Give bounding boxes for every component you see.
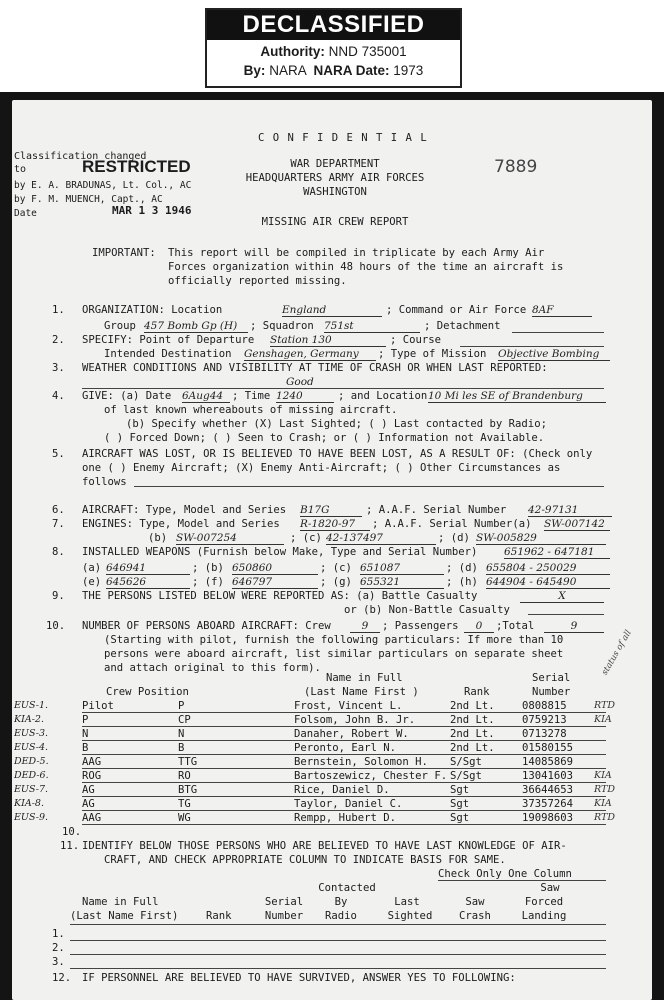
crew-note: EUS-7. (14, 784, 49, 795)
s1-detachment-line (512, 332, 604, 333)
crew-col-serial-1: Serial (532, 672, 571, 684)
stamp-title: DECLASSIFIED (207, 10, 460, 40)
s9-num: 9. (52, 590, 65, 602)
s8-d-label: ; (d) (446, 562, 478, 574)
crew-note: EUS-4. (14, 742, 49, 753)
s2-departure: Station 130 (270, 334, 386, 347)
s7-d-label: ; (d) (438, 532, 470, 544)
s8-label: INSTALLED WEAPONS (Furnish below Make, Type and Serial Number) (82, 546, 478, 558)
report-title: MISSING AIR CREW REPORT (261, 216, 409, 228)
s1-squadron: 751st (324, 320, 420, 333)
s7-b-label: (b) (148, 532, 168, 544)
s8-f-label: ; (f) (192, 576, 224, 588)
crew-rank: S/Sgt (450, 756, 482, 768)
s2-dest-label: Intended Destination (104, 348, 232, 360)
s2-course-label: ; Course (390, 334, 442, 346)
s3-line (82, 388, 604, 389)
crew-code: P (178, 700, 185, 712)
crew-code: TTG (178, 756, 198, 768)
table-row (82, 810, 606, 811)
s5-num: 5. (52, 448, 65, 460)
s6-num: 6. (52, 504, 65, 516)
crew-pos: ROG (82, 770, 102, 782)
classification-changed: Classification changed (14, 151, 147, 162)
hq-aaf: HEADQUARTERS ARMY AIR FORCES (245, 172, 425, 184)
s11-h-contacted-3: Radio (325, 910, 357, 922)
table-row (82, 824, 606, 825)
s9-nonbattle-line (528, 614, 604, 615)
crew-rank: 2nd Lt. (450, 742, 495, 754)
crew-rank: S/Sgt (450, 770, 482, 782)
s7-engine-c: 42-137497 (326, 532, 436, 545)
s1-cmd-label: ; Command or Air Force (386, 304, 527, 316)
s10-line-2: (Starting with pilot, furnish the following particulars: If more than 10 (104, 634, 564, 646)
crew-mark: RTD (594, 784, 615, 795)
crew-rank: Sgt (450, 812, 470, 824)
s11-check-label: Check Only One Column (438, 868, 572, 880)
s6-serial-label: ; A.A.F. Serial Number (366, 504, 507, 516)
crew-pos: AAG (82, 812, 102, 824)
s2-destination: Genshagen, Germany (244, 348, 376, 361)
s8-a-label: (a) (82, 562, 102, 574)
s11-h-name-1: Name in Full (82, 896, 159, 908)
s8-weapon-b: 650860 (232, 562, 318, 575)
s10-label: NUMBER OF PERSONS ABOARD AIRCRAFT: Crew (82, 620, 331, 632)
crew-col-name-2: (Last Name First ) (304, 686, 419, 698)
s7-engine-a: SW-007142 (544, 518, 610, 531)
s7-num: 7. (52, 518, 65, 530)
classification-date: MAR 1 3 1946 (112, 204, 192, 217)
s11-row-3-line (70, 968, 606, 969)
crew-name: Bernstein, Solomon H. (294, 756, 428, 768)
crew-pos: AAG (82, 756, 102, 768)
s11-h-last-1: Last (394, 896, 420, 908)
crew-pos: N (82, 728, 89, 740)
important-label: IMPORTANT: (92, 247, 156, 259)
important-line-3: officially reported missing. (168, 275, 347, 287)
s11-row-1: 1. (52, 928, 65, 940)
crew-serial: 01580155 (522, 742, 574, 754)
s8-h-label: ; (h) (446, 576, 478, 588)
s2-num: 2. (52, 334, 65, 346)
s6-serial: 42-97131 (528, 504, 612, 517)
s8-weapon-c: 651087 (360, 562, 444, 575)
washington: WASHINGTON (303, 186, 367, 198)
crew-code: RO (178, 770, 191, 782)
crew-serial: 14085869 (522, 756, 574, 768)
s4-line-4: ( ) Forced Down; ( ) Seen to Crash; or ( ) Information not Available. (104, 432, 545, 444)
s1-group: 457 Bomb Gp (H) (144, 320, 248, 333)
table-row (82, 726, 606, 727)
crew-mark: KIA (594, 770, 612, 781)
restricted-stamp: RESTRICTED (82, 157, 191, 176)
s10-line-4: and attach original to this form). (104, 662, 321, 674)
crew-code: N (178, 728, 185, 740)
crew-mark: KIA (594, 714, 612, 725)
crew-mark: KIA (594, 798, 612, 809)
s4-location-label: ; and Location (338, 390, 428, 402)
crew-serial: 0808815 (522, 700, 567, 712)
crew-name: Danaher, Robert W. (294, 728, 409, 740)
s11-header-line (70, 924, 606, 925)
crew-serial: 19098603 (522, 812, 574, 824)
s8-g-label: ; (g) (320, 576, 352, 588)
war-department: WAR DEPARTMENT (290, 158, 380, 170)
crew-note: DED-5. (14, 756, 49, 767)
important-line-2: Forces organization within 48 hours of the time an aircraft is (168, 261, 564, 273)
s7-model: R-1820-97 (300, 518, 370, 531)
s1-num: 1. (52, 304, 65, 316)
table-row (82, 796, 606, 797)
s8-first: 651962 - 647181 (504, 546, 610, 559)
s4-date: 6Aug44 (182, 390, 230, 403)
crew-code: TG (178, 798, 191, 810)
s8-weapon-g: 655321 (360, 576, 444, 589)
crew-note: KIA-8. (14, 798, 44, 809)
s4-line-2: of last known whereabouts of missing aircraft. (104, 404, 398, 416)
s1-group-label: Group (104, 320, 136, 332)
s5-line (134, 486, 604, 487)
crew-mark: RTD (594, 812, 615, 823)
s11-check-line (438, 880, 606, 881)
table-row (82, 768, 606, 769)
crew-pos: P (82, 714, 89, 726)
s7-c-label: ; (c) (290, 532, 322, 544)
crew-name: Frost, Vincent L. (294, 700, 403, 712)
s2-type: Objective Bombing (498, 348, 610, 361)
s11-num: 11. (60, 840, 80, 852)
crew-code: WG (178, 812, 191, 824)
s4-label: GIVE: (a) Date (82, 390, 172, 402)
crew-name: Bartoszewicz, Chester F. (294, 770, 448, 782)
crew-serial: 13041603 (522, 770, 574, 782)
crew-col-rank: Rank (464, 686, 490, 698)
s4-location: 10 Mi les SE of Brandenburg (428, 390, 606, 403)
crew-pos: B (82, 742, 89, 754)
s3-weather: Good (286, 376, 314, 388)
classification-by-2: by F. M. MUENCH, Capt., AC (14, 194, 163, 205)
s8-c-label: ; (c) (320, 562, 352, 574)
crew-mark: RTD (594, 700, 615, 711)
s7-engine-d: SW-005829 (476, 532, 606, 545)
s10-passengers: 0 (464, 620, 494, 633)
s8-num: 8. (52, 546, 65, 558)
crew-name: Taylor, Daniel C. (294, 798, 403, 810)
s8-weapon-f: 646797 (232, 576, 318, 589)
classification-by-1: by E. A. BRADUNAS, Lt. Col., AC (14, 180, 192, 191)
crew-col-serial-2: Number (532, 686, 571, 698)
s4-num: 4. (52, 390, 65, 402)
confidential-header: C O N F I D E N T I A L (258, 132, 428, 144)
s11-h-rank: Rank (206, 910, 232, 922)
crew-code: BTG (178, 784, 198, 796)
margin-note: status of all (600, 628, 634, 677)
s10-crew: 9 (350, 620, 380, 633)
s11-row-3: 3. (52, 956, 65, 968)
s8-b-label: ; (b) (192, 562, 224, 574)
s4-line-3: (b) Specify whether (X) Last Sighted; ( ) Last contacted by Radio; (126, 418, 547, 430)
s2-label: SPECIFY: Point of Departure (82, 334, 255, 346)
s1-squadron-label: ; Squadron (250, 320, 314, 332)
s11-line-2: CRAFT, AND CHECK APPROPRIATE COLUMN TO INDICATE BASIS FOR SAME. (104, 854, 506, 866)
s7-serial-label: ; A.A.F. Serial Number(a) (372, 518, 532, 530)
s12-line-1: IF PERSONNEL ARE BELIEVED TO HAVE SURVIVED, ANSWER YES TO FOLLOWING: (82, 972, 516, 984)
crew-rank: 2nd Lt. (450, 700, 495, 712)
s4-time-label: ; Time (232, 390, 271, 402)
table-row (82, 740, 606, 741)
crew-pos: AG (82, 798, 95, 810)
s2-course-line (460, 346, 604, 347)
s9-battle: X (520, 590, 604, 603)
crew-serial: 37357264 (522, 798, 574, 810)
s1-label: ORGANIZATION: Location (82, 304, 223, 316)
s5-line-3: follows (82, 476, 127, 488)
important-line-1: This report will be compiled in triplicate by each Army Air (168, 247, 545, 259)
crew-name: Rempp, Hubert D. (294, 812, 397, 824)
crew-note: KIA-2. (14, 714, 44, 725)
s11-row-1-line (70, 940, 606, 941)
crew-serial: 36644653 (522, 784, 574, 796)
s10-passengers-label: ; Passengers (382, 620, 459, 632)
crew-rank: Sgt (450, 798, 470, 810)
table-row (82, 754, 606, 755)
s11-row-2: 2. (52, 942, 65, 954)
s5-line-1: AIRCRAFT WAS LOST, OR IS BELIEVED TO HAVE BEEN LOST, AS A RESULT OF: (Check only (82, 448, 593, 460)
s4-time: 1240 (276, 390, 334, 403)
crew-note: DED-6. (14, 770, 49, 781)
s1-cmd: 8AF (532, 304, 592, 317)
crew-pos: Pilot (82, 700, 114, 712)
s8-weapon-e: 645626 (106, 576, 190, 589)
s9-line-2: or (b) Non-Battle Casualty (344, 604, 510, 616)
s11-h-name-2: (Last Name First) (70, 910, 179, 922)
s11-h-last-2: Sighted (387, 910, 433, 922)
s10-num: 10. (46, 620, 66, 632)
s11-h-forced-2: Forced (524, 896, 564, 908)
table-row (82, 782, 606, 783)
s3-num: 3. (52, 362, 65, 374)
crew-col-position: Crew Position (106, 686, 189, 698)
s11-h-forced-3: Landing (521, 910, 567, 922)
s10-line-3: persons were aboard aircraft, list similar particulars on separate sheet (104, 648, 564, 660)
crew-row-10-num: 10. (62, 826, 82, 838)
s8-weapon-h: 644904 - 645490 (486, 576, 610, 589)
crew-rank: 2nd Lt. (450, 728, 495, 740)
classification-to-label: to (14, 164, 27, 175)
s11-h-forced-1: Saw (540, 882, 560, 894)
s8-weapon-d: 655804 - 250029 (486, 562, 610, 575)
s12-num: 12. (52, 972, 72, 984)
s1-location: England (282, 304, 382, 317)
declassified-stamp (205, 8, 462, 88)
s6-label: AIRCRAFT: Type, Model and Series (82, 504, 287, 516)
crew-rank: Sgt (450, 784, 470, 796)
crew-pos: AG (82, 784, 95, 796)
table-row (82, 712, 606, 713)
crew-note: EUS-1. (14, 700, 49, 711)
s3-label: WEATHER CONDITIONS AND VISIBILITY AT TIME OF CRASH OR WHEN LAST REPORTED: (82, 362, 548, 374)
s5-line-2: one ( ) Enemy Aircraft; (X) Enemy Anti-Aircraft; ( ) Other Circumstances as (82, 462, 561, 474)
crew-serial: 0759213 (522, 714, 567, 726)
crew-name: Folsom, John B. Jr. (294, 714, 416, 726)
crew-note: EUS-9. (14, 812, 49, 823)
s11-h-contacted-1: Contacted (318, 882, 376, 894)
stamp-authority: Authority: NND 735001 (260, 44, 407, 59)
s7-label: ENGINES: Type, Model and Series (82, 518, 280, 530)
s11-line-1: IDENTIFY BELOW THOSE PERSONS WHO ARE BELIEVED TO HAVE LAST KNOWLEDGE OF AIR- (82, 840, 567, 852)
crew-code: CP (178, 714, 191, 726)
crew-name: Rice, Daniel D. (294, 784, 390, 796)
s2-type-label: ; Type of Mission (378, 348, 487, 360)
crew-code: B (178, 742, 185, 754)
s10-total: 9 (544, 620, 604, 633)
s11-h-contacted-2: By (334, 896, 348, 908)
classification-date-label: Date (14, 208, 37, 219)
s11-h-serial-1: Serial (264, 896, 304, 908)
stamp-by: By: NARA NARA Date: 1973 (243, 63, 424, 78)
crew-name: Peronto, Earl N. (294, 742, 397, 754)
s11-h-saw-1: Saw (465, 896, 485, 908)
s9-label: THE PERSONS LISTED BELOW WERE REPORTED AS: (a) Battle Casualty (82, 590, 478, 602)
crew-note: EUS-3. (14, 728, 49, 739)
s11-h-serial-2: Number (264, 910, 304, 922)
s8-e-label: (e) (82, 576, 102, 588)
crew-serial: 0713278 (522, 728, 567, 740)
s7-engine-b: SW-007254 (176, 532, 284, 545)
s11-row-2-line (70, 954, 606, 955)
s11-h-saw-2: Crash (459, 910, 491, 922)
s10-total-label: ;Total (496, 620, 535, 632)
s6-model: B17G (300, 504, 362, 517)
crew-rank: 2nd Lt. (450, 714, 495, 726)
report-number: 7889 (494, 157, 538, 177)
s8-weapon-a: 646941 (106, 562, 190, 575)
s1-detachment-label: ; Detachment (424, 320, 501, 332)
crew-col-name-1: Name in Full (326, 672, 403, 684)
